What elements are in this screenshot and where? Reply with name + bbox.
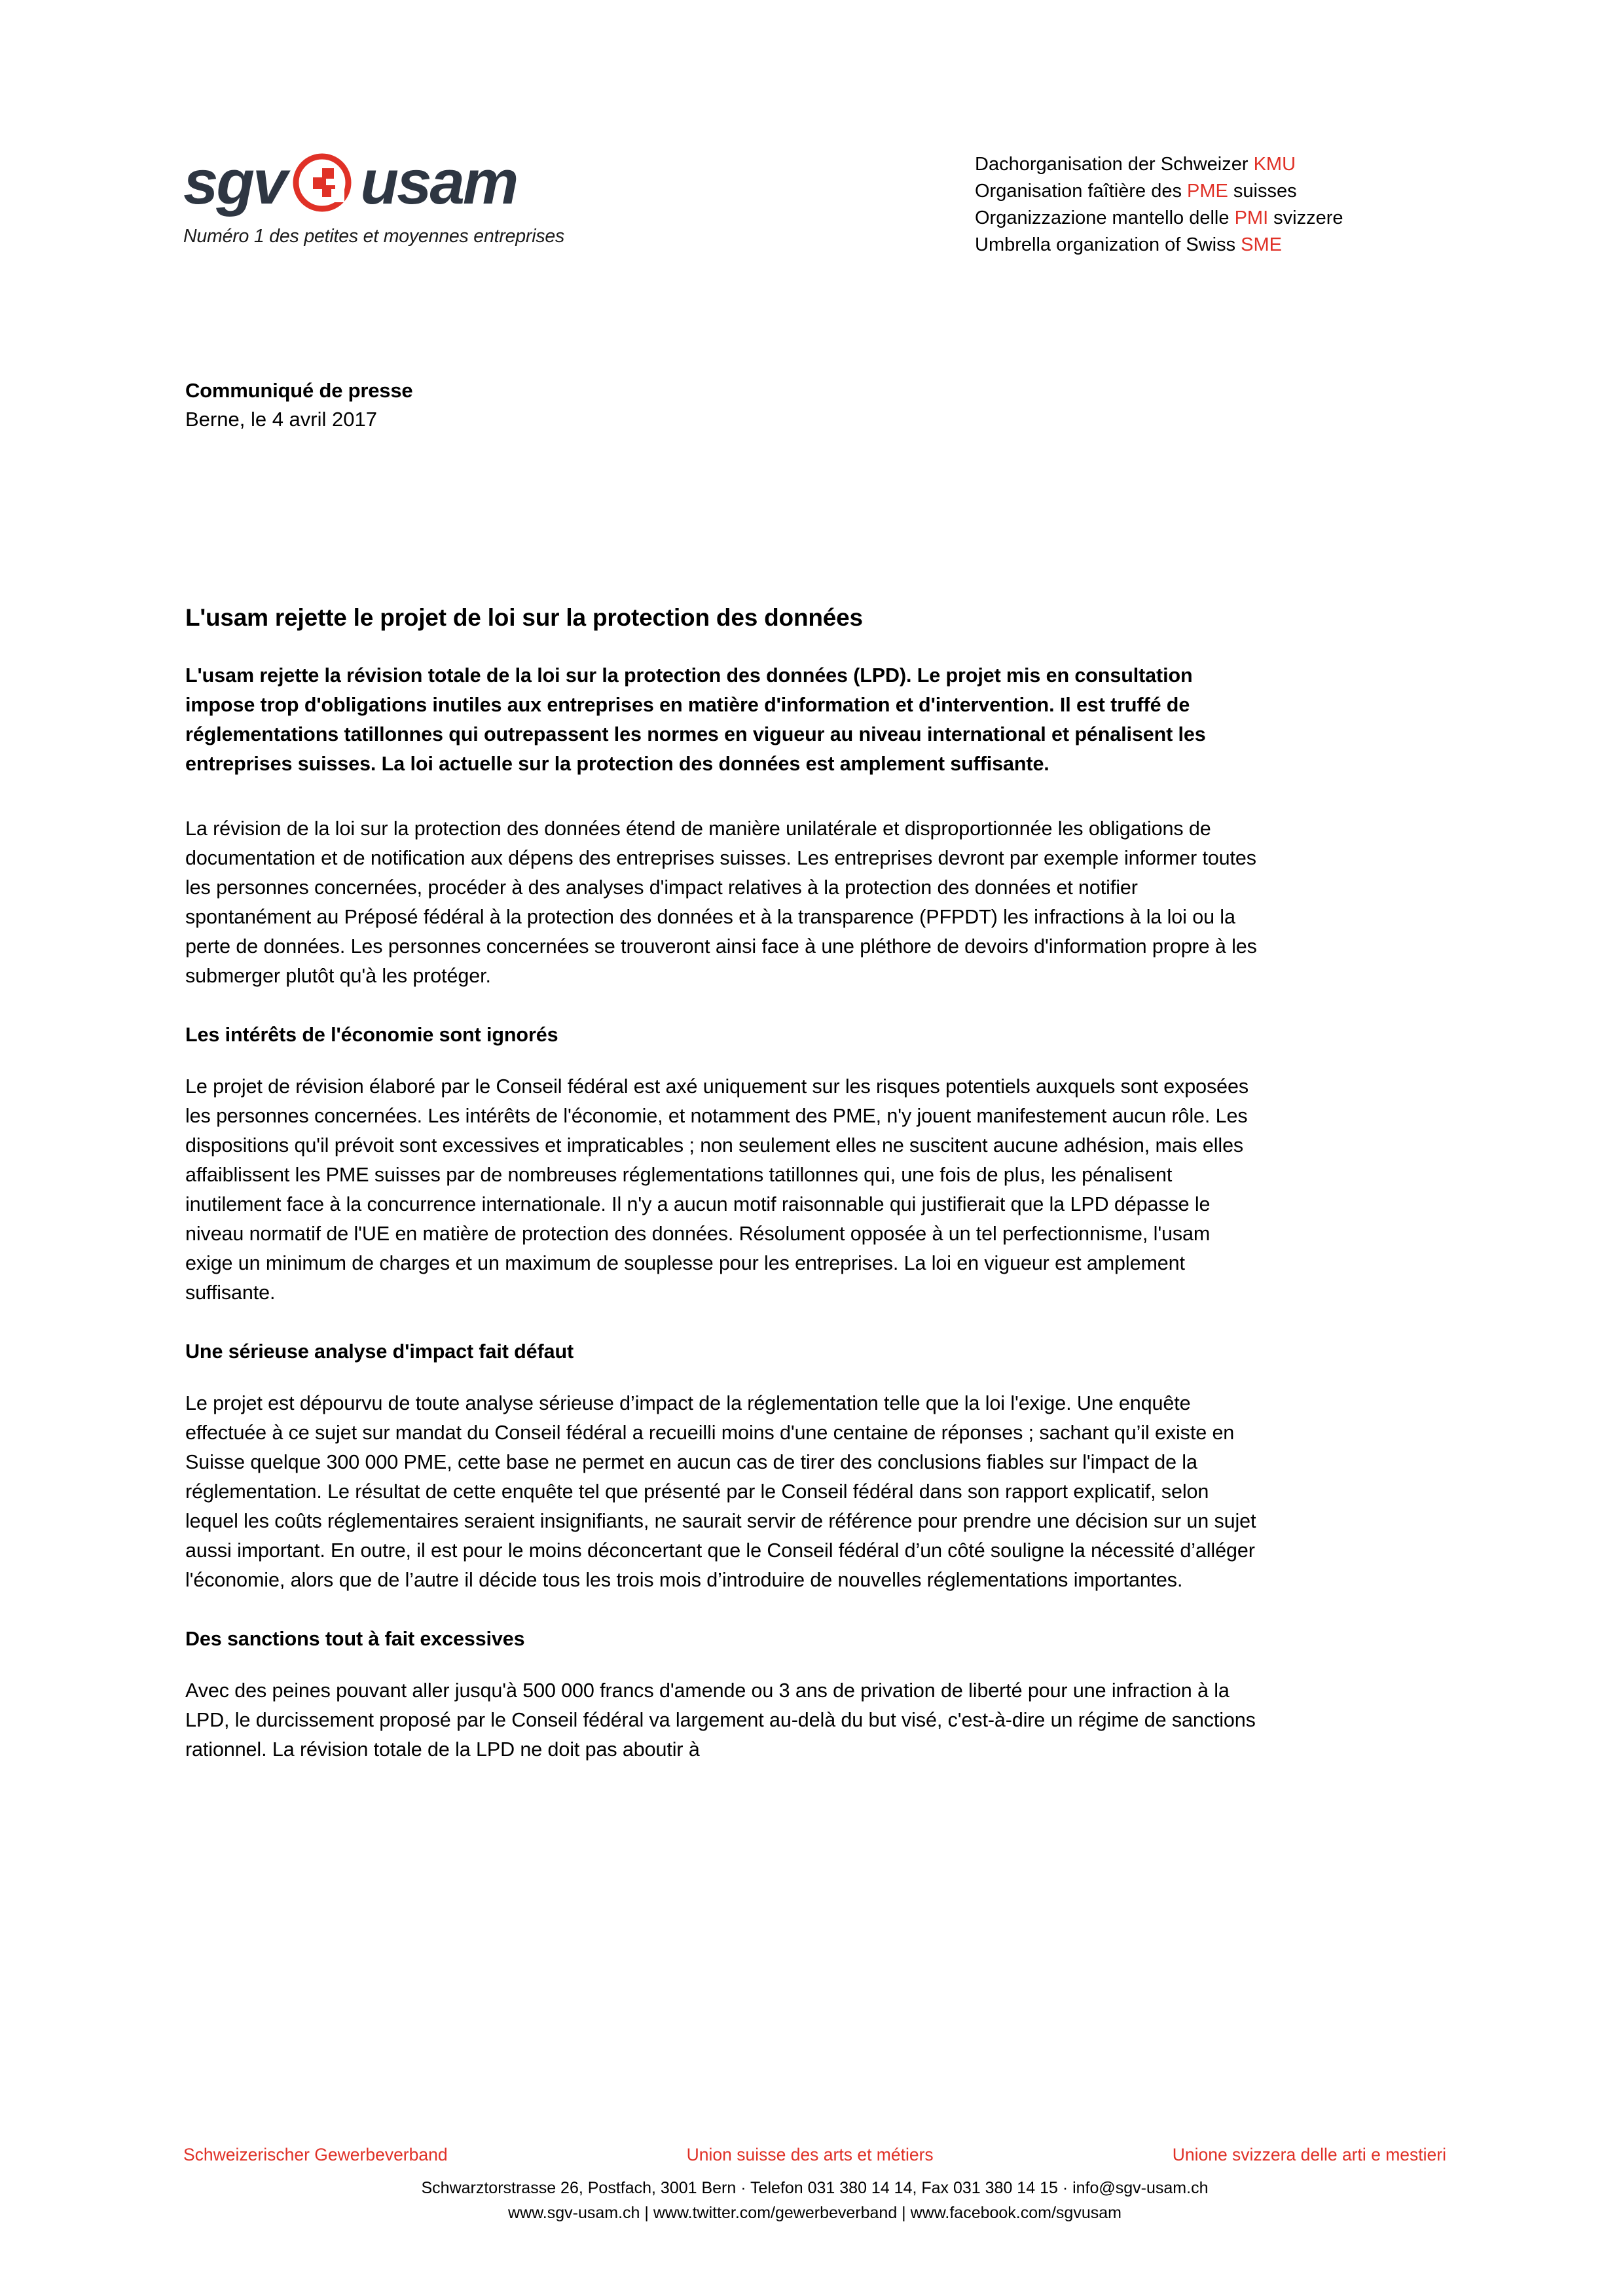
logo-block: [183, 147, 602, 247]
section-paragraph-1: Le projet de révision élaboré par le Conseil fédéral est axé uniquement sur les risques potentiels auxquels sont exposées les personnes concernées. Les intérêts de l'économie, et notamment des PME, n'y jouent manifestement aucun rôle. Les dispositions qu'il prévoit sont excessives et impraticables ; non seulement elles ne suscitent aucune adhésion, mais elles affaiblissent les PME suisses par de nombreuses réglementations tatillonnes qui, une fois de plus, les pénalisent inutilement face à la concurrence internationale. Il n'y a aucun motif raisonnable qui justifierait que la LPD dépasse le niveau normatif de l'UE en matière de protection des données. Résolument opposée à un tel perfectionnisme, l'usam exige un minimum de charges et un maximum de souplesse pour les entreprises. La loi en vigueur est amplement suffisante.: [185, 1075, 1249, 1304]
footer-contact-line: Schwarztorstrasse 26, Postfach, 3001 Bern · Telefon 031 380 14 14, Fax 031 380 14 15 · info@sgv-usam.ch: [421, 2179, 1209, 2197]
footer-organization-names: [183, 2145, 1446, 2165]
footer-org-de: Schweizerischer Gewerbeverband: [183, 2145, 448, 2164]
org-line-en-highlight: SME: [1241, 234, 1283, 255]
footer-org-fr: Union suisse des arts et métiers: [686, 2145, 934, 2164]
section-heading-3: Des sanctions tout à fait excessives: [185, 1628, 525, 1650]
section-paragraph-2: Le projet est dépourvu de toute analyse sérieuse d’impact de la réglementation telle que la loi l'exige. Une enquête effectuée à ce sujet sur mandat du Conseil fédéral a recueilli moins d'une centaine de réponses ; sachant qu’il existe en Suisse quelque 300 000 PME, cette base ne permet en aucun cas de tirer des conclusions fiables sur l'impact de la réglementation. Le résultat de cette enquête tel que présenté par le Conseil fédéral dans son rapport explicatif, selon lequel les coûts réglementaires seraient insignifiants, ne saurait servir de référence pour prendre une décision sur un sujet aussi important. En outre, il est pour le moins déconcertant que le Conseil fédéral d’un côté souligne la nécessité d’alléger l'économie, alors que de l’autre il décide tous les trois mois d’introduire de nouvelles réglementations importantes.: [185, 1392, 1256, 1591]
logo-wordmark: [183, 147, 602, 218]
section-heading-2: Une sérieuse analyse d'impact fait défaut: [185, 1340, 574, 1363]
page-header: [183, 147, 1446, 259]
org-line-fr-suffix: suisses: [1228, 181, 1297, 202]
logo-text-usam: usam: [360, 147, 517, 217]
org-line-de: [975, 151, 1446, 178]
org-line-it-highlight: PMI: [1234, 207, 1269, 228]
footer-org-it: Unione svizzera delle arti e mestieri: [1172, 2145, 1446, 2164]
document-body: [185, 602, 1259, 1795]
document-meta: [185, 376, 412, 434]
org-line-en: [975, 232, 1446, 259]
document-type-label: Communiqué de presse: [185, 379, 413, 402]
lead-paragraph: L'usam rejette la révision totale de la loi sur la protection des données (LPD). Le projet mis en consultation impose trop d'obligations inutiles aux entreprises en matière d'information et d'intervention. Il est truffé de réglementations tatillonnes qui outrepassent les normes en vigueur au niveau international et pénalisent les entreprises suisses. La loi actuelle sur la protection des données est amplement suffisante.: [185, 664, 1206, 775]
org-line-fr: [975, 178, 1446, 205]
org-line-it-suffix: svizzere: [1268, 207, 1343, 228]
logo-text-sgv: sgv: [183, 147, 286, 217]
org-line-en-prefix: Umbrella organization of Swiss: [975, 234, 1241, 255]
swiss-cross-circle-icon: [288, 149, 356, 217]
section-heading-1: Les intérêts de l'économie sont ignorés: [185, 1024, 558, 1046]
org-line-it: [975, 205, 1446, 232]
place-and-date: Berne, le 4 avril 2017: [185, 408, 377, 431]
page-title: L'usam rejette le projet de loi sur la protection des données: [185, 604, 863, 631]
intro-paragraph: La révision de la loi sur la protection des données étend de manière unilatérale et disproportionnée les obligations de documentation et de notification aux dépens des entreprises suisses. Les entreprises devront par exemple informer toutes les personnes concernées, procéder à des analyses d'impact relatives à la protection des données et notifier spontanément au Préposé fédéral à la protection des données et à la transparence (PFPDT) les infractions à la loi ou la perte de données. Les personnes concernées se trouveront ainsi face à une pléthore de devoirs d'information propre à les submerger plutôt qu'à les protéger.: [185, 817, 1257, 987]
organization-header-lines: [975, 151, 1446, 259]
org-line-it-prefix: Organizzazione mantello delle: [975, 207, 1235, 228]
org-line-fr-highlight: PME: [1187, 181, 1228, 202]
page-footer: [183, 2145, 1446, 2225]
section-paragraph-3: Avec des peines pouvant aller jusqu'à 500 000 francs d'amende ou 3 ans de privation de liberté pour une infraction à la LPD, le durcissement proposé par le Conseil fédéral va largement au-delà du but visé, c'est-à-dire un régime de sanctions rationnel. La révision totale de la LPD ne doit pas aboutir à: [185, 1679, 1256, 1761]
org-line-de-highlight: KMU: [1253, 154, 1296, 175]
org-line-fr-prefix: Organisation faîtière des: [975, 181, 1188, 202]
footer-web-line[interactable]: www.sgv-usam.ch | www.twitter.com/gewerbeverband | www.facebook.com/sgvusam: [508, 2204, 1122, 2222]
org-line-de-prefix: Dachorganisation der Schweizer: [975, 154, 1254, 175]
logo-tagline: Numéro 1 des petites et moyennes entreprises: [183, 226, 565, 247]
